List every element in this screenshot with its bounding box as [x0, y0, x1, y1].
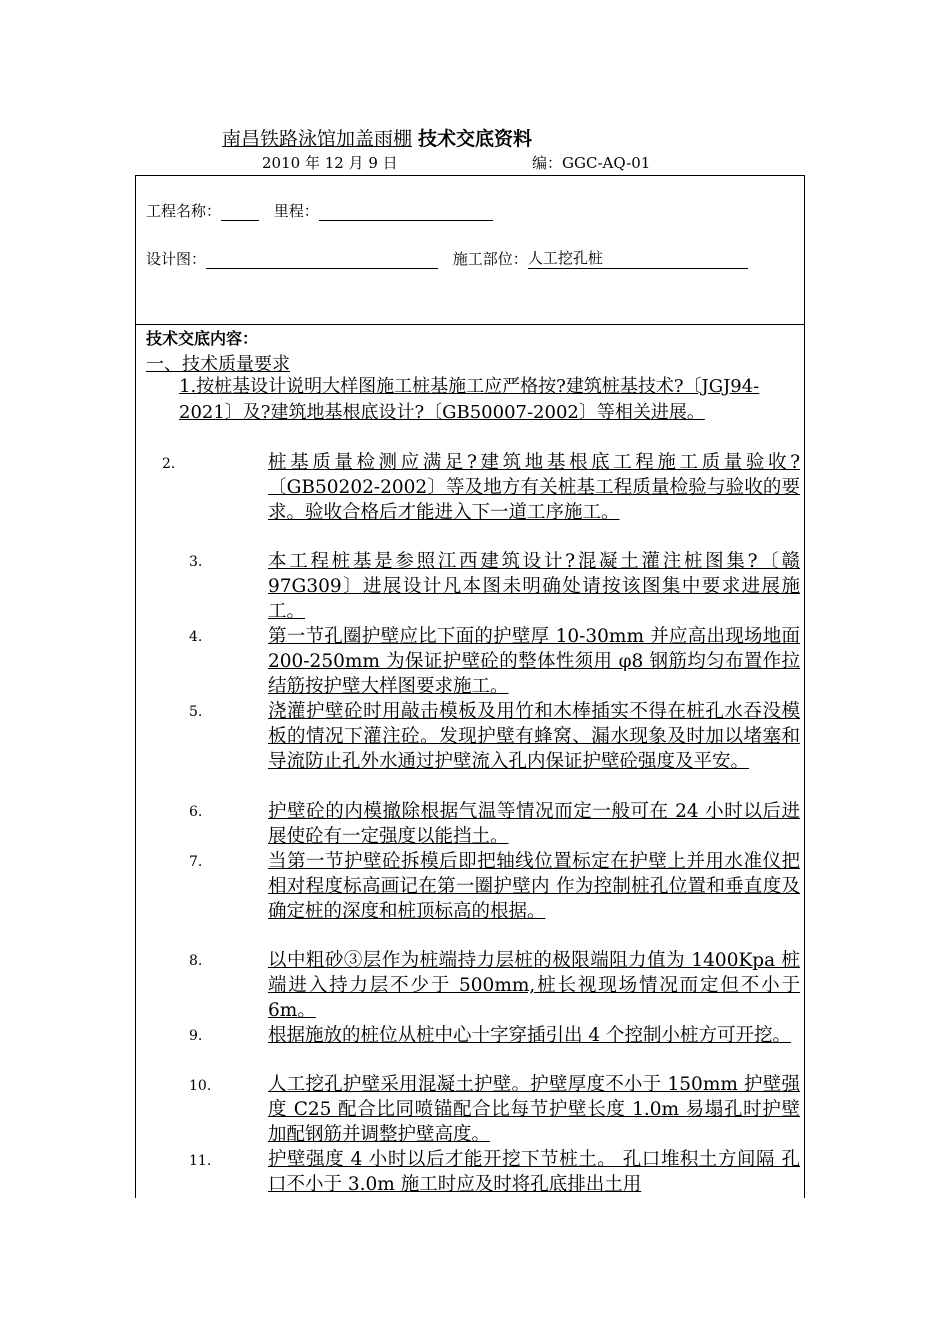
project-name: 南昌铁路泳馆加盖雨棚: [222, 128, 413, 150]
design-field[interactable]: [206, 252, 438, 269]
disclosure-table: [135, 175, 805, 1198]
list-item-2: 桩基质量检测应满足?建筑地基根底工程施工质量验收?〔GB50202-2002〕等及地方有关桩基工程质量检验与验收的要求。验收合格后才能进入下一道工序施工。: [268, 452, 800, 523]
list-item-5: 浇灌护壁砼时用敲击模板及用竹和木棒插实不得在桩孔水吞没模板的情况下灌注砼。发现护壁有蜂窝、漏水现象及时加以堵塞和导流防止孔外水通过护壁流入孔内保证护壁砼强度及平安。: [268, 701, 800, 772]
list-item-3: 本工程桩基是参照江西建筑设计?混凝土灌注桩图集?〔赣 97G309〕进展设计凡本图未明确处请按该图集中要求进展施工。: [268, 551, 800, 622]
project-name-field[interactable]: [221, 204, 259, 221]
item-number: 6.: [189, 804, 203, 820]
location-label: 施工部位：: [452, 250, 528, 268]
mileage-label: 里程：: [273, 202, 319, 220]
list-item-1: 1.按桩基设计说明大样图施工桩基施工应严格按?建筑桩基技术?〔JGJ94-2021〕及?建筑地基根底设计?〔GB50007-2002〕等相关进展。: [179, 376, 760, 423]
list-item-10: 人工挖孔护壁采用混凝土护壁。护壁厚度不小于 150mm 护壁强度 C25 配合比同喷锚配合比每节护壁长度 1.0m 易塌孔时护壁加配钢筋并调整护壁高度。: [268, 1074, 800, 1145]
row-divider: [136, 324, 804, 325]
item-number: 2.: [162, 456, 176, 472]
doc-number: 编：GGC-AQ-01: [532, 154, 651, 172]
section-title: 一、技术质量要求: [146, 354, 290, 375]
design-label: 设计图：: [146, 250, 207, 268]
document-title: [222, 124, 532, 151]
item-number: 4.: [189, 629, 203, 645]
location-field[interactable]: [527, 249, 748, 269]
item-number: 8.: [189, 953, 203, 969]
item-number: 9.: [189, 1028, 203, 1044]
item-number: 5.: [189, 704, 203, 720]
item-number: 11.: [189, 1153, 212, 1169]
content-label: 技术交底内容：: [146, 329, 259, 348]
list-item-6: 护壁砼的内模撤除根据气温等情况而定一般可在 24 小时以后进展使砼有一定强度以能挡土。: [268, 801, 800, 847]
list-item-11: 护壁强度 4 小时以后才能开挖下节桩土。 孔口堆积土方间隔 孔口不小于 3.0m 施工时应及时将孔底排出土用: [268, 1149, 800, 1195]
design-row: [146, 248, 748, 269]
location-value: 人工挖孔桩: [527, 249, 603, 267]
list-item-8: 以中粗砂③层作为桩端持力层桩的极限端阻力值为 1400Kpa 桩端进入持力层不少于 500mm,桩长视现场情况而定但不小于 6m。: [268, 950, 800, 1021]
doc-type: 技术交底资料: [418, 128, 533, 150]
doc-date: 2010 年 12 月 9 日: [262, 154, 398, 172]
item-number: 7.: [189, 854, 203, 870]
project-name-label: 工程名称：: [146, 202, 222, 220]
list-item-7: 当第一节护壁砼拆模后即把轴线位置标定在护壁上并用水准仪把相对程度标高画记在第一圈护壁内 作为控制桩孔位置和垂直度及确定桩的深度和桩顶标高的根据。: [268, 851, 800, 922]
project-row: [146, 200, 493, 221]
list-item-9: 根据施放的桩位从桩中心十字穿插引出 4 个控制小桩方可开挖。: [268, 1025, 792, 1046]
item-number: 3.: [189, 554, 203, 570]
item-number: 10.: [189, 1078, 212, 1094]
mileage-field[interactable]: [319, 204, 493, 221]
list-item-4: 第一节孔圈护壁应比下面的护壁厚 10-30mm 并应高出现场地面 200-250mm 为保证护壁砼的整体性须用 φ8 钢筋均匀布置作拉结筋按护壁大样图要求施工。: [268, 626, 800, 697]
